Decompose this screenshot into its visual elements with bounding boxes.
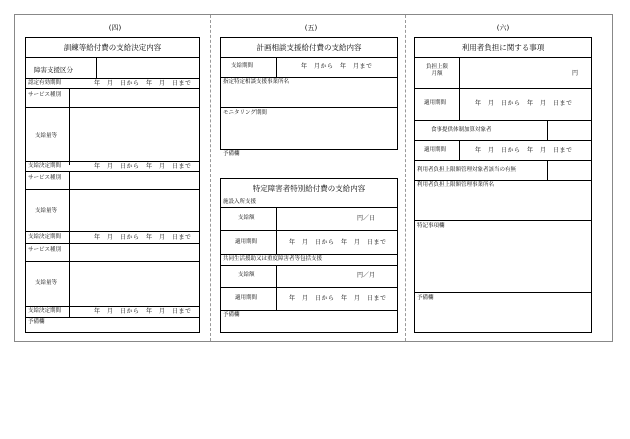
remarks-label: 予備欄 <box>223 312 240 318</box>
amount-label: 支給量等 <box>35 208 58 214</box>
decision-period-dates: 年 月 日から 年 月 日まで <box>94 234 192 241</box>
panel-title: 特定障害者特別給付費の支給内容 <box>252 184 366 193</box>
meal-apply-period-dates: 年 月 日から 年 月 日まで <box>475 147 573 154</box>
certification-period-dates: 年 月 日から 年 月 日まで <box>94 80 192 87</box>
decision-period-label: 支給決定期間 <box>28 163 62 169</box>
designated-office-label: 指定特定相談支援事業所名 <box>223 79 290 85</box>
remarks-label: 予備欄 <box>417 295 434 301</box>
section-number-5: (五) <box>304 24 318 32</box>
section-number-4: (四) <box>108 24 122 32</box>
decision-period-dates: 年 月 日から 年 月 日まで <box>94 163 192 170</box>
panel-title: 訓練等給付費の支給決定内容 <box>63 43 162 52</box>
amount-label: 支給量等 <box>35 133 58 139</box>
burden-limit-unit: 円 <box>572 70 579 77</box>
special-benefit-panel <box>220 178 398 333</box>
meal-provision-label: 食事提供体制加算対象者 <box>431 127 492 133</box>
group-amount-label: 支給額 <box>238 272 255 278</box>
apply-period-dates: 年 月 日から 年 月 日まで <box>475 100 573 107</box>
service-type-label: サービス種別 <box>28 175 62 181</box>
apply-period-label: 適用期間 <box>424 100 447 106</box>
certification-period-label: 認定有効期間 <box>28 80 62 86</box>
limit-management-label: 利用者負担上限額管理対象者該当の有無 <box>417 167 517 173</box>
certificate-sheet <box>14 14 613 342</box>
service-type-label: サービス種別 <box>28 247 62 253</box>
training-benefit-panel <box>25 37 200 333</box>
remarks-label: 予備欄 <box>28 319 45 325</box>
limit-management-office-label: 利用者負担上限額管理事業所名 <box>417 182 495 188</box>
meal-apply-period-label: 適用期間 <box>424 147 447 153</box>
plan-consultation-panel <box>220 37 398 157</box>
group-period-dates: 年 月 日から 年 月 日まで <box>289 295 387 302</box>
facility-period-dates: 年 月 日から 年 月 日まで <box>289 239 387 246</box>
payment-period-label: 支給期間 <box>231 63 254 69</box>
group-amount-unit: 円／月 <box>357 272 376 279</box>
section-number-6: (六) <box>496 24 510 32</box>
fold-line-2 <box>405 15 406 341</box>
remarks-label: 予備欄 <box>223 151 240 157</box>
decision-period-label: 支給決定期間 <box>28 308 62 314</box>
special-notes-label: 特記事項欄 <box>417 223 445 229</box>
facility-amount-unit: 円／日 <box>357 215 376 222</box>
decision-period-dates: 年 月 日から 年 月 日まで <box>94 308 192 315</box>
payment-period-dates: 年 月から 年 月まで <box>301 63 373 70</box>
disability-support-level-label: 障害支援区分 <box>34 66 73 74</box>
group-period-label: 適用期間 <box>235 295 258 301</box>
user-burden-panel <box>414 37 592 333</box>
decision-period-label: 支給決定期間 <box>28 234 62 240</box>
fold-line-1 <box>210 15 211 341</box>
group-home-label: 共同生活援助又は重度障害者等包括支援 <box>223 256 323 262</box>
panel-title: 計画相談支援給付費の支給内容 <box>256 43 362 52</box>
facility-admission-label: 施設入所支援 <box>223 199 257 205</box>
service-type-label: サービス種別 <box>28 92 62 98</box>
amount-label: 支給量等 <box>35 280 58 286</box>
facility-period-label: 適用期間 <box>235 239 258 245</box>
burden-limit-label: 負担上限月額 <box>425 64 448 78</box>
monitoring-period-label: モニタリング期間 <box>223 110 267 116</box>
panel-title: 利用者負担に関する事項 <box>461 43 545 52</box>
facility-amount-label: 支給額 <box>238 215 255 221</box>
